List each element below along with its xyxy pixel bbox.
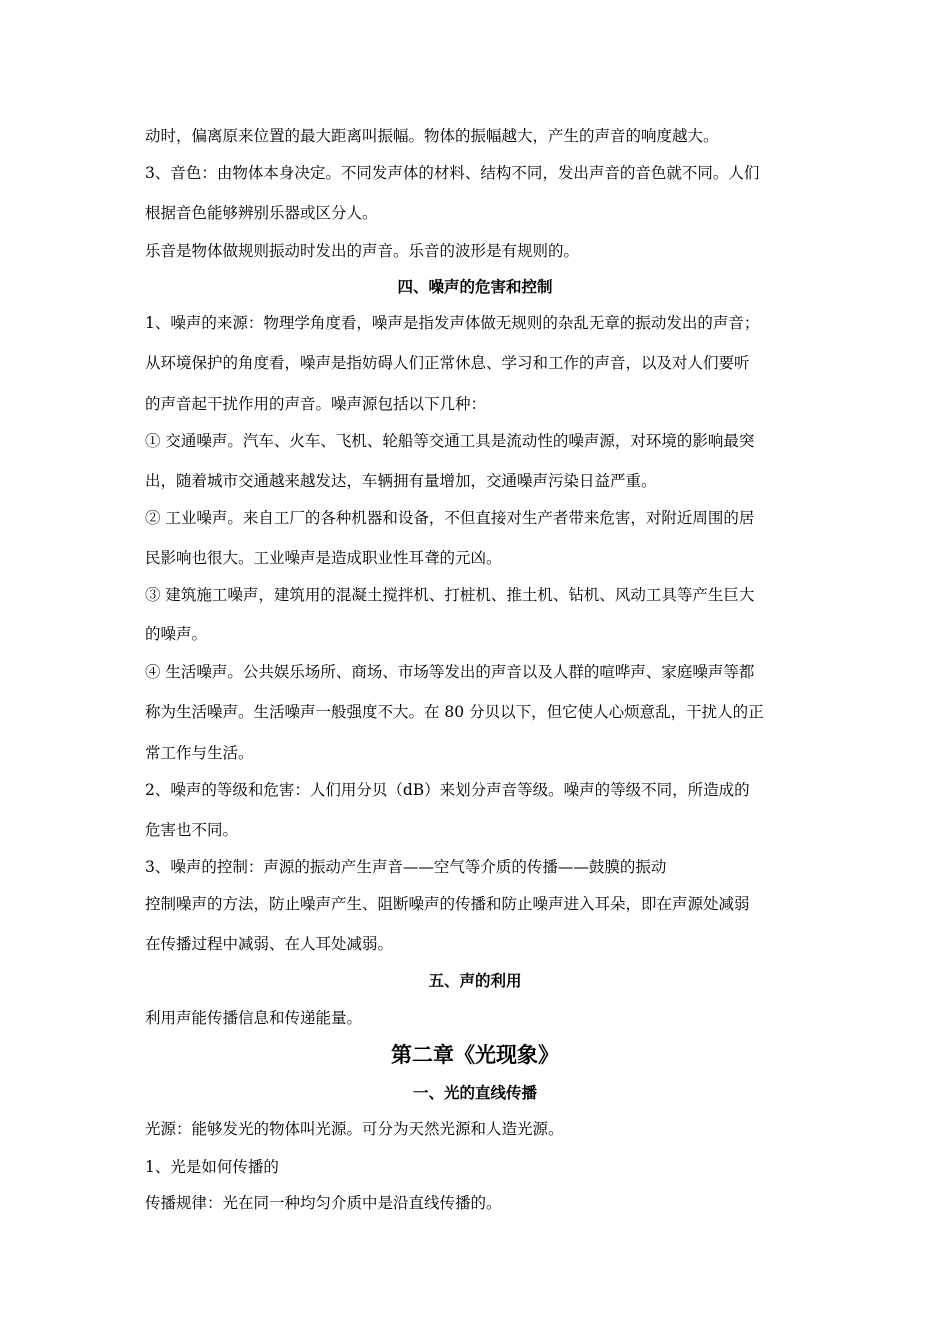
text-line: 根据音色能够辨别乐器或区分人。 — [145, 204, 378, 222]
text-line: 从环境保护的角度看，噪声是指妨碍人们正常休息、学习和工作的声音，以及对人们要听 — [145, 354, 750, 372]
text-line: 3、音色：由物体本身决定。不同发声体的材料、结构不同，发出声音的音色就不同。人们 — [145, 164, 760, 182]
text-line: 2、噪声的等级和危害：人们用分贝（dB）来划分声音等级。噪声的等级不同，所造成的 — [145, 781, 750, 799]
text-line: 传播规律：光在同一种均匀介质中是沿直线传播的。 — [145, 1194, 502, 1212]
section-heading-sound-use: 五、声的利用 — [428, 971, 522, 990]
text-line: ③ 建筑施工噪声，建筑用的混凝土搅拌机、打桩机、推土机、钻机、风动工具等产生巨大 — [145, 586, 755, 604]
text-line: 的声音起干扰作用的声音。噪声源包括以下几种： — [145, 395, 487, 413]
chapter-title: 第二章《光现象》 — [391, 1042, 559, 1067]
text-line: 的噪声。 — [145, 625, 208, 643]
section-heading-light: 一、光的直线传播 — [412, 1083, 537, 1102]
text-line: 常工作与生活。 — [145, 744, 254, 762]
text-line: ① 交通噪声。汽车、火车、飞机、轮船等交通工具是流动性的噪声源，对环境的影响最突 — [145, 432, 755, 450]
text-line: ② 工业噪声。来自工厂的各种机器和设备，不但直接对生产者带来危害，对附近周围的居 — [145, 509, 755, 527]
text-line: 3、噪声的控制：声源的振动产生声音——空气等介质的传播——鼓膜的振动 — [145, 858, 667, 876]
text-line: 1、光是如何传播的 — [145, 1158, 279, 1176]
text-line: 控制噪声的方法，防止噪声产生、阻断噪声的传播和防止噪声进入耳朵，即在声源处减弱 — [145, 895, 750, 913]
section-heading-noise: 四、噪声的危害和控制 — [397, 277, 553, 296]
text-line: 在传播过程中减弱、在人耳处减弱。 — [145, 935, 394, 953]
text-line: 称为生活噪声。生活噪声一般强度不大。在 80 分贝以下，但它使人心烦意乱，干扰人的正 — [145, 703, 764, 721]
text-line: ④ 生活噪声。公共娱乐场所、商场、市场等发出的声音以及人群的喧哗声、家庭噪声等都 — [145, 663, 755, 681]
text-line: 危害也不同。 — [145, 821, 239, 839]
text-line: 出，随着城市交通越来越发达，车辆拥有量增加，交通噪声污染日益严重。 — [145, 472, 657, 490]
text-line: 利用声能传播信息和传递能量。 — [145, 1009, 363, 1027]
text-line: 乐音是物体做规则振动时发出的声音。乐音的波形是有规则的。 — [145, 242, 580, 260]
text-line: 光源：能够发光的物体叫光源。可分为天然光源和人造光源。 — [145, 1120, 564, 1138]
text-line: 民影响也很大。工业噪声是造成职业性耳聋的元凶。 — [145, 549, 502, 567]
text-line: 动时，偏离原来位置的最大距离叫振幅。物体的振幅越大，产生的声音的响度越大。 — [145, 127, 719, 145]
text-line: 1、噪声的来源：物理学角度看，噪声是指发声体做无规则的杂乱无章的振动发出的声音； — [145, 314, 760, 332]
